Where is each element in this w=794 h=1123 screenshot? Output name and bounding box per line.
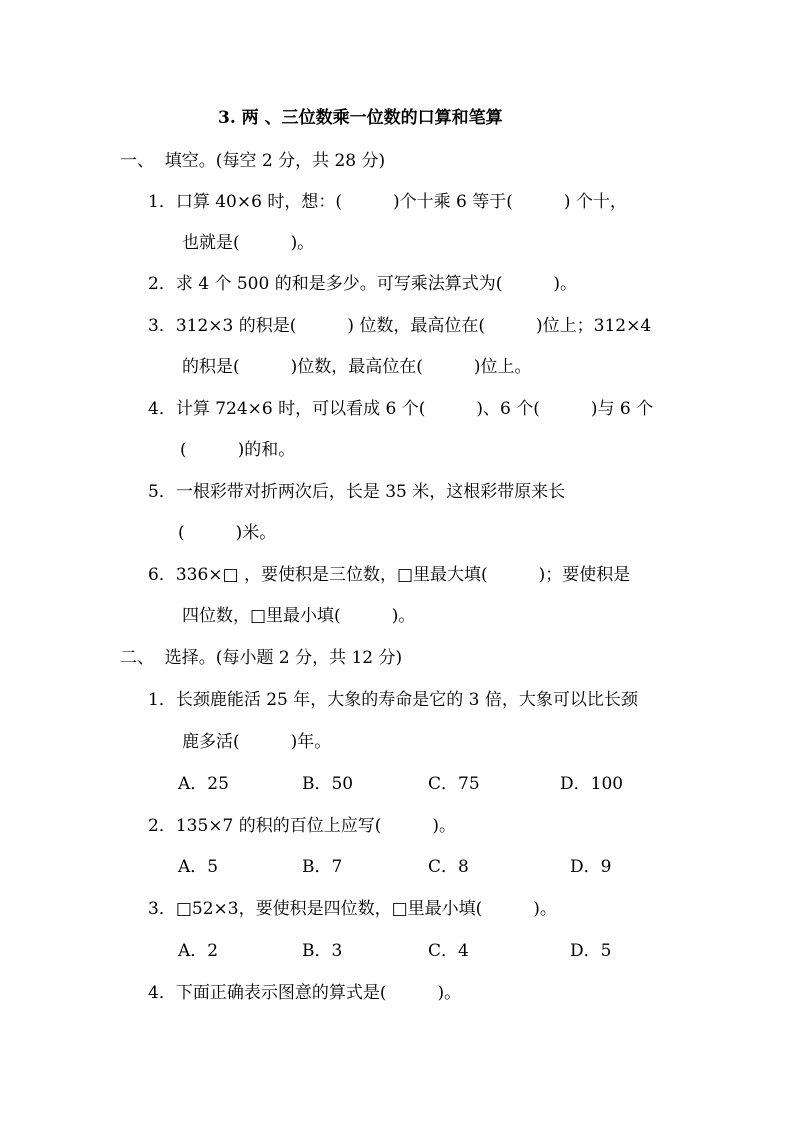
choice-2-option-d: D．9 xyxy=(570,857,612,877)
choice-3-option-d: D．5 xyxy=(570,941,612,961)
choice-question-2: 2．135×7 的积的百位上应写( )。 xyxy=(148,816,456,836)
choice-1-option-b: B．50 xyxy=(302,774,354,794)
choice-1-option-c: C．75 xyxy=(428,774,480,794)
choice-3-option-c: C．4 xyxy=(428,941,469,961)
section-1-heading: 一、 填空。(每空 2 分，共 28 分) xyxy=(120,151,386,171)
choice-2-option-c: C．8 xyxy=(428,857,469,877)
choice-2-option-a: A．5 xyxy=(178,857,219,877)
fill-question-1-line1: 1．口算 40×6 时，想：( )个十乘 6 等于( ) 个十， xyxy=(148,192,627,212)
choice-3-option-a: A．2 xyxy=(178,941,219,961)
page-title: 3. 两 、三位数乘一位数的口算和笔算 xyxy=(218,108,503,128)
fill-question-5-line2: ( )米。 xyxy=(178,523,277,543)
choice-question-3: 3．□52×3，要使积是四位数，□里最小填( )。 xyxy=(148,899,557,919)
choice-1-option-d: D．100 xyxy=(560,774,624,794)
choice-question-1-line2: 鹿多活( )年。 xyxy=(182,732,332,752)
choice-3-option-b: B．3 xyxy=(302,941,343,961)
fill-question-3-line2: 的积是( )位数，最高位在( )位上。 xyxy=(182,357,532,377)
section-2-heading: 二、 选择。(每小题 2 分，共 12 分) xyxy=(120,648,403,668)
fill-question-3-line1: 3．312×3 的积是( ) 位数，最高位在( )位上；312×4 xyxy=(148,316,652,336)
choice-1-option-a: A．25 xyxy=(178,774,229,794)
choice-2-option-b: B．7 xyxy=(302,857,343,877)
choice-question-1-line1: 1．长颈鹿能活 25 年，大象的寿命是它的 3 倍，大象可以比长颈 xyxy=(148,690,638,710)
fill-question-4-line2: ( )的和。 xyxy=(180,440,296,460)
fill-question-4-line1: 4．计算 724×6 时，可以看成 6 个( )、6 个( )与 6 个 xyxy=(148,399,654,419)
fill-question-5-line1: 5．一根彩带对折两次后，长是 35 米，这根彩带原来长 xyxy=(148,482,566,502)
fill-question-6-line2: 四位数，□里最小填( )。 xyxy=(182,606,416,626)
fill-question-2: 2．求 4 个 500 的和是多少。可写乘法算式为( )。 xyxy=(148,274,577,294)
fill-question-1-line2: 也就是( )。 xyxy=(182,233,315,253)
fill-question-6-line1: 6．336×□ ，要使积是三位数，□里最大填( )；要使积是 xyxy=(148,565,631,585)
choice-question-4: 4．下面正确表示图意的算式是( )。 xyxy=(148,983,462,1003)
